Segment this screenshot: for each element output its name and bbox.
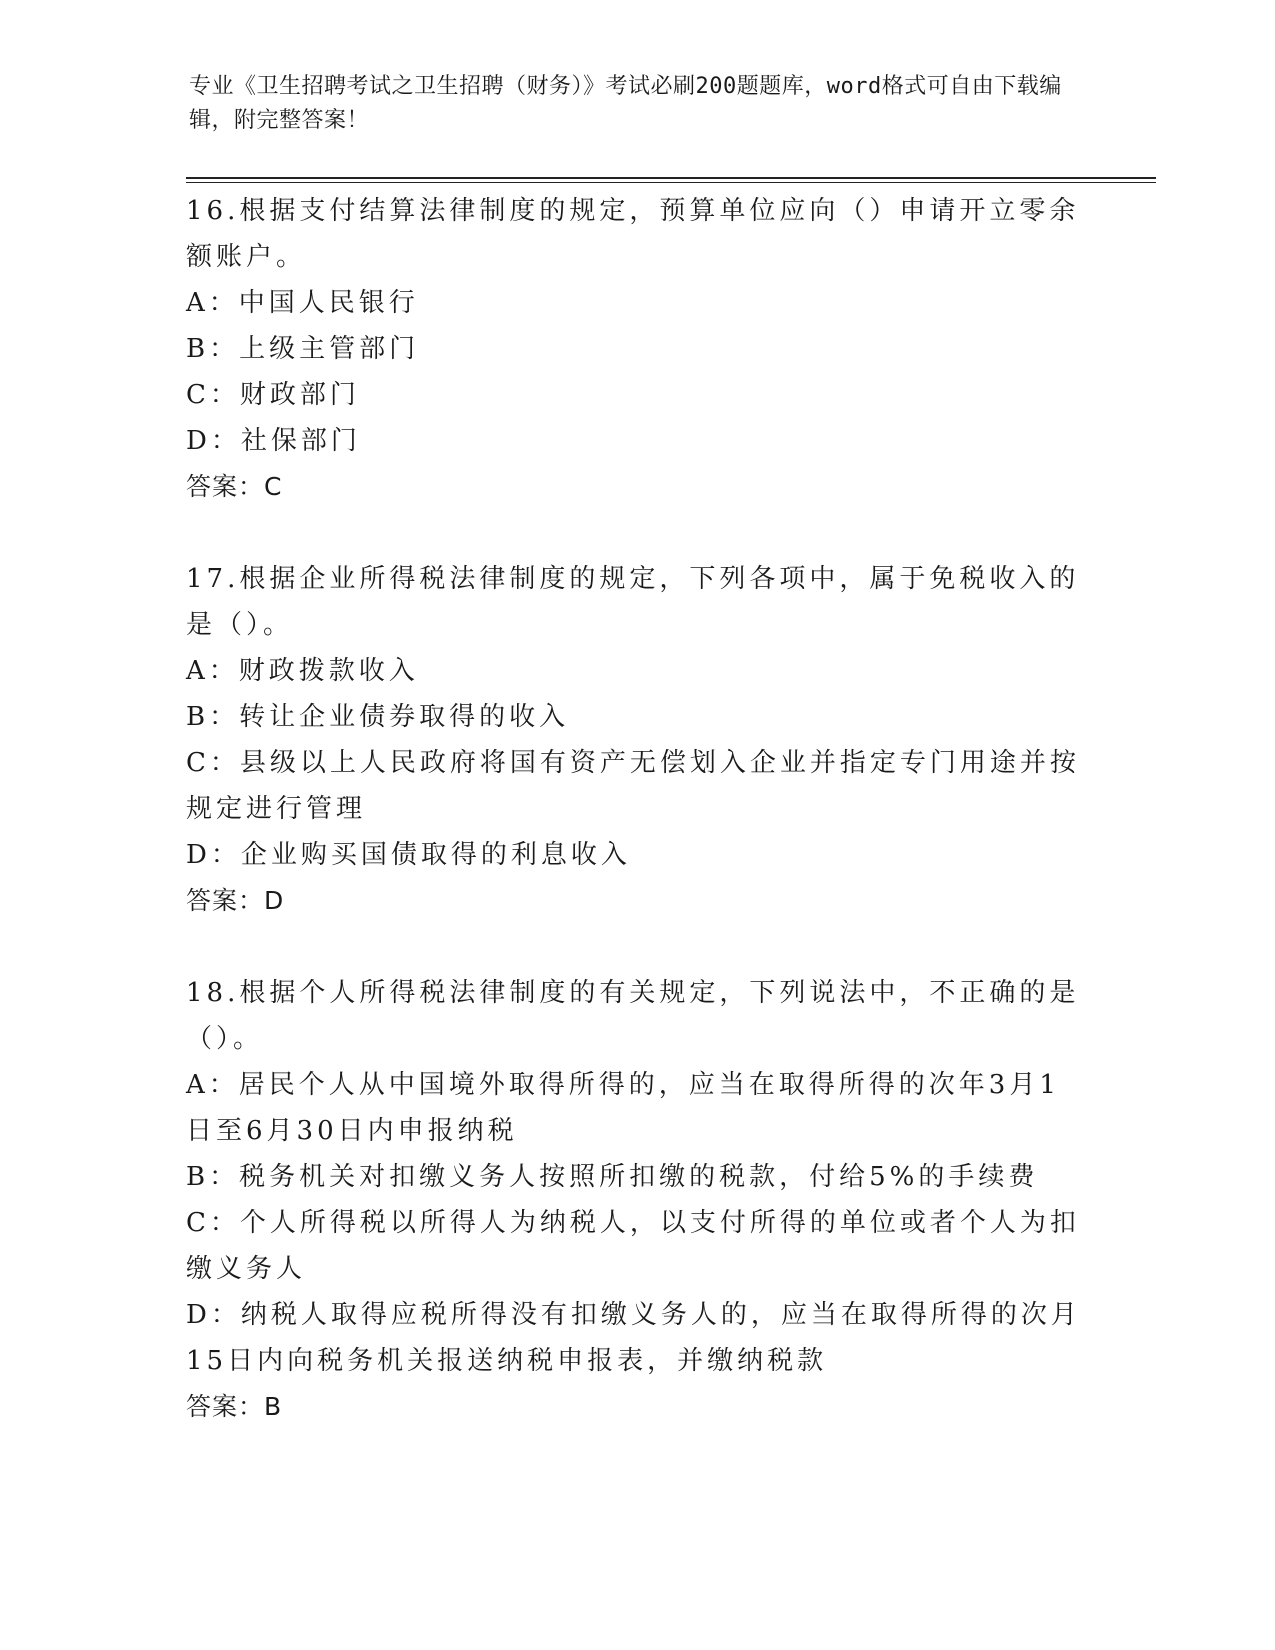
question-18 <box>186 970 1081 1430</box>
answer: 答案：D <box>186 886 285 915</box>
header-divider-thin <box>186 182 1156 183</box>
question-16 <box>186 188 1081 510</box>
question-stem: 16.根据支付结算法律制度的规定，预算单位应向（）申请开立零余额账户。 <box>186 196 1080 272</box>
option-d: D：纳税人取得应税所得没有扣缴义务人的，应当在取得所得的次月15日内向税务机关报送纳税申报表，并缴纳税款 <box>186 1300 1081 1376</box>
option-a: A：中国人民银行 <box>186 288 419 318</box>
option-c: C：个人所得税以所得人为纳税人，以支付所得的单位或者个人为扣缴义务人 <box>186 1208 1080 1284</box>
option-b: B：转让企业债券取得的收入 <box>186 702 570 732</box>
option-c: C：县级以上人民政府将国有资产无偿划入企业并指定专门用途并按规定进行管理 <box>186 748 1080 824</box>
answer: 答案：C <box>186 472 283 501</box>
option-a: A：居民个人从中国境外取得所得的，应当在取得所得的次年3月1日至6月30日内申报纳税 <box>186 1070 1060 1146</box>
question-stem: 18.根据个人所得税法律制度的有关规定，下列说法中，不正确的是（）。 <box>186 978 1080 1054</box>
header-divider-thick <box>186 177 1156 179</box>
option-b: B：税务机关对扣缴义务人按照所扣缴的税款，付给5%的手续费 <box>186 1162 1039 1192</box>
option-b: B：上级主管部门 <box>186 334 420 364</box>
question-list <box>186 188 1081 1476</box>
option-d: D：社保部门 <box>186 426 361 456</box>
option-a: A：财政拨款收入 <box>186 656 419 686</box>
question-stem: 17.根据企业所得税法律制度的规定，下列各项中，属于免税收入的是（）。 <box>186 564 1080 640</box>
option-c: C：财政部门 <box>186 380 360 410</box>
document-header: 专业《卫生招聘考试之卫生招聘（财务）》考试必刷200题题库，word格式可自由下载编辑，附完整答案！ <box>189 74 1062 133</box>
answer: 答案：B <box>186 1392 283 1421</box>
question-17 <box>186 556 1081 924</box>
option-d: D：企业购买国债取得的利息收入 <box>186 840 631 870</box>
